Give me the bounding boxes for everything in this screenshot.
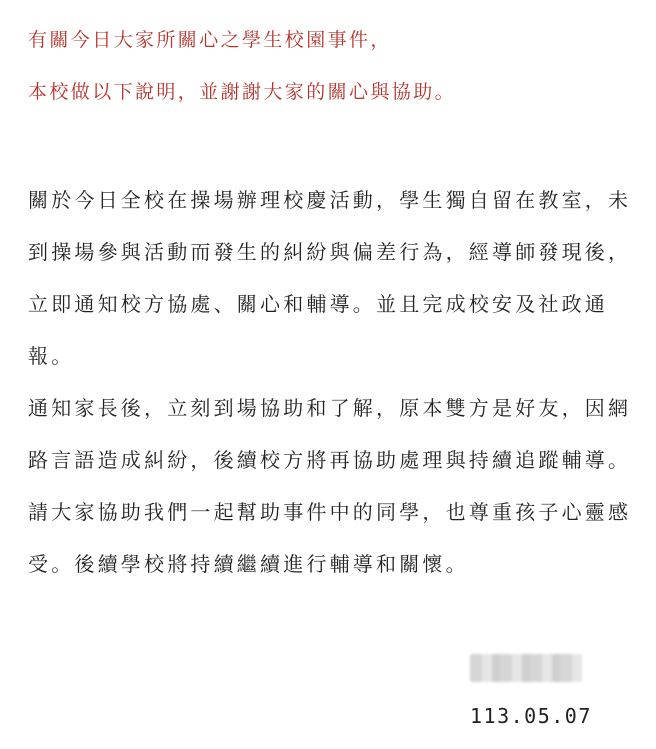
paragraph-incident: 關於今日全校在操場辦理校慶活動，學生獨自留在教室，未到操場參與活動而發生的糾紛與偏差行為，經導師發現後，立即通知校方協處、關心和輔導。並且完成校安及社政通報。 xyxy=(28,188,632,368)
paragraph-request: 請大家協助我們一起幫助事件中的同學，也尊重孩子心靈感受。後續學校將持續繼續進行輔導和關懷。 xyxy=(28,500,632,576)
paragraph-parents: 通知家長後，立刻到場協助和了解，原本雙方是好友，因網路言語造成糾紛，後續校方將再協助處理與持續追蹤輔導。 xyxy=(28,396,632,472)
intro-section xyxy=(28,26,648,130)
redacted-signature xyxy=(470,654,582,682)
intro-line-1: 有關今日大家所關心之學生校園事件， xyxy=(28,29,392,51)
intro-line-2: 本校做以下說明，並謝謝大家的關心與協助。 xyxy=(28,81,457,103)
notice-body xyxy=(28,174,632,590)
notice-date: 113.05.07 xyxy=(470,704,592,728)
